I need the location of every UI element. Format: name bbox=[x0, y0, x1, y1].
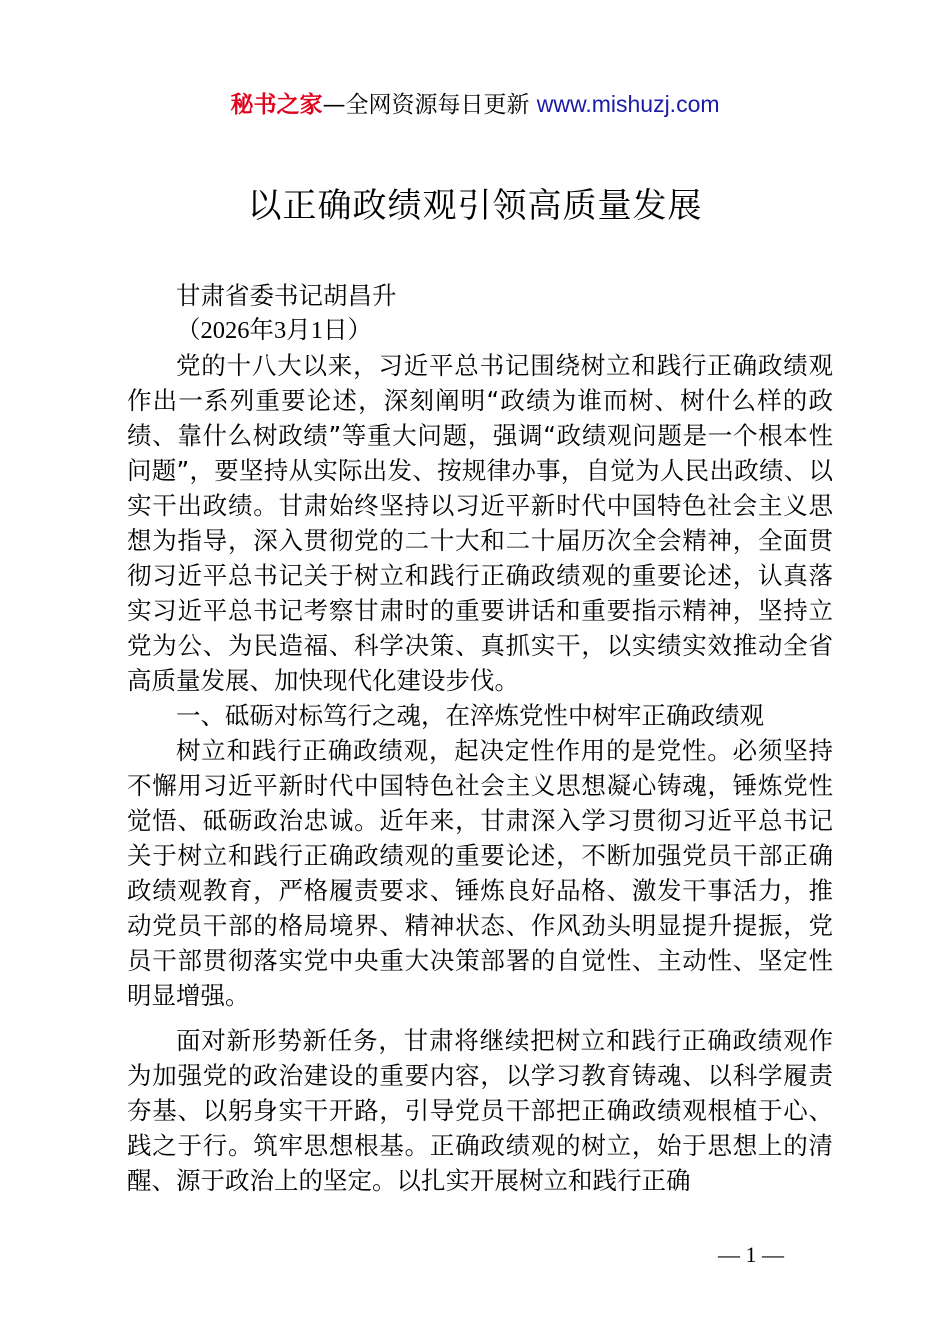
brand-name: 秘书之家 bbox=[230, 92, 323, 118]
date-line: （2026年3月1日） bbox=[176, 317, 372, 344]
document-body bbox=[127, 278, 833, 1198]
section-heading-1: 一、砥砺对标笃行之魂，在淬炼党性中树牢正确政绩观 bbox=[176, 701, 764, 730]
paragraph-section-1: 树立和践行正确政绩观，起决定性作用的是党性。必须坚持不懈用习近平新时代中国特色社会主义思想凝心铸魂，锤炼党性觉悟、砥砺政治忠诚。近年来，甘肃深入学习贯彻习近平总书记关于树立和践行正确政绩观的重要论述，不断加强党员干部正确政绩观教育，严格履责要求、锤炼良好品格、激发干事活力，推动党员干部的格局境界、精神状态、作风劲头明显提升提振，党员干部贯彻落实党中央重大决策部署的自觉性、主动性、坚定性明显增强。 bbox=[127, 736, 833, 1010]
document-title: 以正确政绩观引领高质量发展 bbox=[247, 186, 703, 226]
site-url-link[interactable]: www.mishuzj.com bbox=[536, 91, 720, 117]
paragraph-continuation: 面对新形势新任务，甘肃将继续把树立和践行正确政绩观作为加强党的政治建设的重要内容，以学习教育铸魂、以科学履责夯基、以躬身实干开路，引导党员干部把正确政绩观根植于心、践之于行。筑牢思想根基。正确政绩观的树立，始于思想上的清醒、源于政治上的坚定。以扎实开展树立和践行正确 bbox=[127, 1026, 833, 1195]
header-tagline: —全网资源每日更新 bbox=[322, 92, 537, 118]
site-header bbox=[0, 88, 950, 121]
page-number: — 1 — bbox=[718, 1242, 784, 1267]
paragraph-intro: 党的十八大以来，习近平总书记围绕树立和践行正确政绩观作出一系列重要论述，深刻阐明“政绩为谁而树、树什么样的政绩、靠什么树政绩”等重大问题，强调“政绩观问题是一个根本性问题”，要坚持从实际出发、按规律办事，自觉为人民出政绩、以实干出政绩。甘肃始终坚持以习近平新时代中国特色社会主义思想为指导，深入贯彻党的二十大和二十届历次全会精神，全面贯彻习近平总书记关于树立和践行正确政绩观的重要论述，认真落实习近平总书记考察甘肃时的重要讲话和重要指示精神，坚持立党为公、为民造福、科学决策、真抓实干，以实绩实效推动全省高质量发展、加快现代化建设步伐。 bbox=[127, 351, 833, 695]
author-line: 甘肃省委书记胡昌升 bbox=[176, 281, 397, 310]
